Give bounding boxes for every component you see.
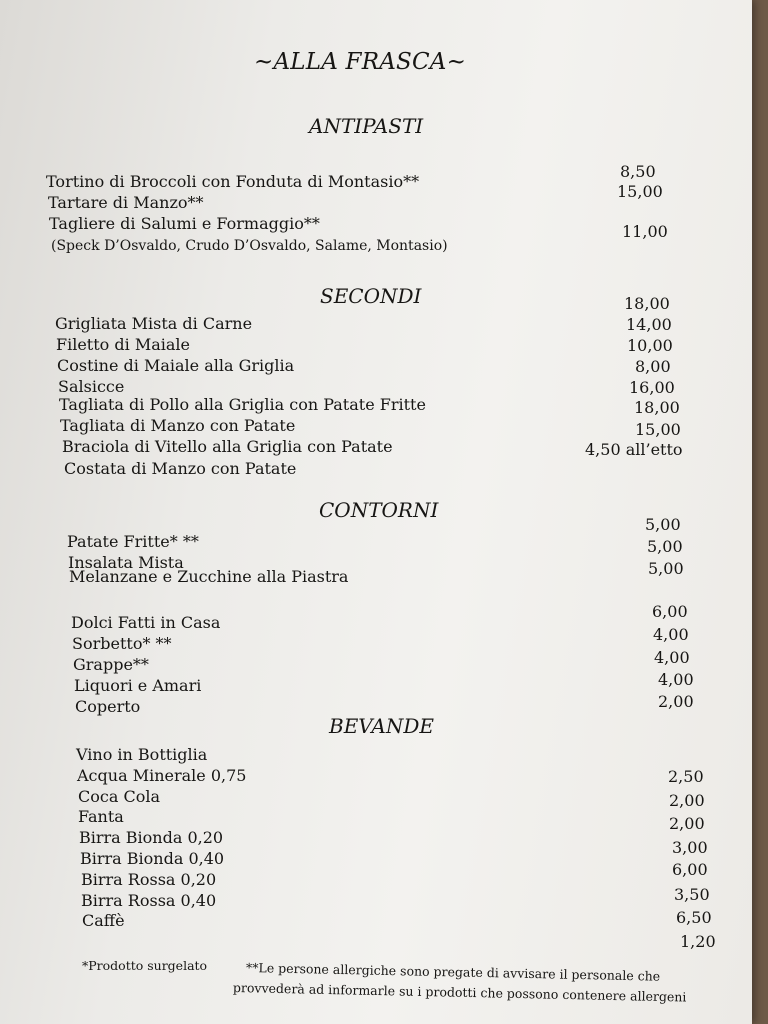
menu-price: 6,00: [652, 602, 688, 621]
menu-item: Fanta: [78, 807, 124, 826]
menu-price: 4,00: [653, 625, 689, 644]
menu-item: Braciola di Vitello alla Griglia con Patate: [62, 437, 393, 456]
menu-price: 3,50: [674, 885, 710, 904]
frozen-product-note: *Prodotto surgelato: [82, 958, 208, 973]
menu-price: 6,00: [672, 860, 708, 879]
menu-price: 2,50: [668, 767, 704, 786]
menu-item: Insalata Mista: [68, 553, 184, 572]
menu-item: Liquori e Amari: [74, 676, 202, 695]
menu-item: Tagliata di Pollo alla Griglia con Patate Fritte: [59, 395, 426, 414]
menu-item: Tortino di Broccoli con Fonduta di Montasio**: [46, 172, 420, 191]
menu-item: Birra Rossa 0,20: [81, 870, 217, 889]
menu-price: 5,00: [647, 537, 683, 556]
menu-item: Patate Fritte* **: [67, 532, 199, 551]
menu-item: Grigliata Mista di Carne: [55, 314, 253, 333]
menu-price: 10,00: [627, 336, 673, 355]
allergy-note-line: provvederà ad informarle su i prodotti che possono contenere allergeni: [232, 980, 687, 1005]
menu-item: Melanzane e Zucchine alla Piastra: [69, 567, 349, 586]
secondi-heading: SECONDI: [320, 284, 422, 308]
menu-price: 8,50: [620, 162, 656, 181]
menu-item-description: (Speck D’Osvaldo, Crudo D’Osvaldo, Salame, Montasio): [51, 238, 448, 254]
menu-item: Costata di Manzo con Patate: [64, 459, 297, 478]
menu-price: 18,00: [624, 294, 670, 313]
menu-price: 6,50: [676, 908, 712, 927]
menu-item: Birra Bionda 0,20: [79, 828, 224, 847]
restaurant-title: ~ALLA FRASCA~: [254, 49, 467, 75]
menu-price: 15,00: [617, 182, 663, 201]
menu-price: 5,00: [648, 559, 684, 578]
menu-price: 8,00: [635, 357, 671, 376]
menu-price: 3,00: [672, 838, 708, 857]
menu-price: 1,20: [680, 932, 716, 951]
bevande-heading: BEVANDE: [329, 714, 434, 738]
menu-item: Coperto: [75, 697, 141, 716]
menu-price: 2,00: [669, 814, 705, 833]
menu-item: Tagliere di Salumi e Formaggio**: [49, 214, 320, 233]
menu-price: 2,00: [669, 791, 705, 810]
menu-item: Birra Bionda 0,40: [80, 849, 225, 868]
menu-item: Grappe**: [73, 655, 149, 674]
menu-item: Sorbetto* **: [72, 634, 172, 653]
menu-item: Filetto di Maiale: [56, 335, 190, 354]
menu-item: Coca Cola: [78, 787, 160, 806]
menu-price: 4,00: [654, 648, 690, 667]
menu-item: Acqua Minerale 0,75: [77, 766, 247, 785]
menu-price: 11,00: [622, 222, 668, 241]
menu-item: Birra Rossa 0,40: [81, 891, 217, 910]
menu-item: Salsicce: [58, 377, 125, 396]
contorni-heading: CONTORNI: [319, 498, 439, 522]
menu-item: Vino in Bottiglia: [76, 745, 208, 764]
menu-price: 5,00: [645, 515, 681, 534]
menu-price: 16,00: [629, 378, 675, 397]
menu-price: 2,00: [658, 692, 694, 711]
menu-price: 4,50 all’etto: [585, 440, 683, 459]
menu-item: Costine di Maiale alla Griglia: [57, 356, 295, 375]
allergy-note-line: **Le persone allergiche sono pregate di avvisare il personale che: [245, 960, 661, 984]
menu-price: 15,00: [635, 420, 681, 439]
menu-item: Caffè: [82, 911, 125, 930]
menu-item: Dolci Fatti in Casa: [71, 613, 221, 632]
menu-price: 4,00: [658, 670, 694, 689]
antipasti-heading: ANTIPASTI: [309, 114, 424, 138]
menu-price: 18,00: [634, 398, 680, 417]
menu-item: Tartare di Manzo**: [48, 193, 204, 212]
menu-price: 14,00: [626, 315, 672, 334]
menu-item: Tagliata di Manzo con Patate: [60, 416, 296, 435]
